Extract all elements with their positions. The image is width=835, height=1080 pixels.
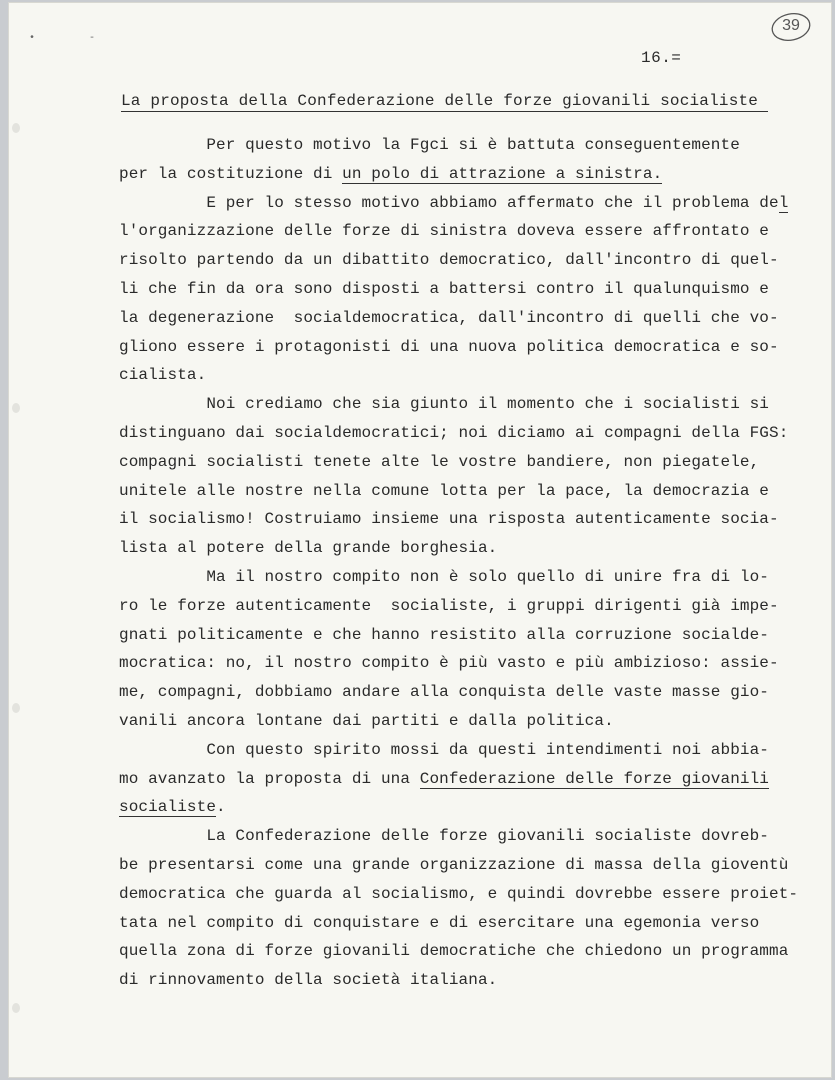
text-line: [119, 793, 809, 822]
line-text: democratica che guarda al socialismo, e quindi dovrebbe essere proiet-: [119, 884, 799, 903]
page-number: 16.=: [641, 49, 682, 67]
line-text: La Confederazione delle forze giovanili socialiste dovreb-: [119, 827, 770, 846]
line-text: E per lo stesso motivo abbiamo affermato che il problema de: [119, 193, 779, 212]
text-line: [119, 621, 809, 650]
text-line: [119, 966, 809, 995]
underlined-text: Confederazione delle forze giovanili: [419, 769, 770, 788]
text-line: [119, 505, 809, 534]
line-text: di rinnovamento della società italiana.: [119, 971, 498, 990]
line-text: ro le forze autenticamente socialiste, i gruppi dirigenti già impe-: [119, 596, 779, 615]
text-line: [119, 937, 809, 966]
text-line: [119, 419, 809, 448]
line-text: tata nel compito di conquistare e di esercitare una egemonia verso: [119, 913, 760, 932]
underlined-text: un polo di attrazione a sinistra.: [342, 164, 663, 183]
hole-mark: [12, 703, 20, 713]
handwritten-folio: [769, 11, 813, 43]
text-line: [119, 448, 809, 477]
line-text: il socialismo! Costruiamo insieme una risposta autenticamente socia-: [119, 510, 779, 529]
line-text: compagni socialisti tenete alte le vostre bandiere, non piegatele,: [119, 452, 760, 471]
underlined-text: l: [778, 193, 789, 212]
text-line: [119, 246, 809, 275]
typed-page: [8, 2, 832, 1078]
text-line: [119, 765, 809, 794]
text-line: [119, 189, 809, 218]
line-text: distinguano dai socialdemocratici; noi diciamo ai compagni della FGS:: [119, 423, 789, 442]
text-line: [119, 131, 809, 160]
line-text: Noi crediamo che sia giunto il momento che i socialisti si: [119, 395, 770, 414]
text-line: [119, 851, 809, 880]
line-text: be presentarsi come una grande organizzazione di massa della gioventù: [119, 855, 789, 874]
line-text: gnati politicamente e che hanno resistito alla corruzione socialde-: [119, 625, 770, 644]
line-text: la degenerazione socialdemocratica, dall'incontro di quelli che vo-: [119, 308, 779, 327]
hole-mark: [12, 403, 20, 413]
text-line: [119, 707, 809, 736]
line-text: gliono essere i protagonisti di una nuova politica democratica e so-: [119, 337, 779, 356]
line-text: mocratica: no, il nostro compito è più vasto e più ambizioso: assie-: [119, 654, 779, 673]
line-text: lista al potere della grande borghesia.: [119, 539, 498, 558]
line-text: per la costituzione di: [119, 164, 343, 183]
text-line: [119, 304, 809, 333]
text-line: [119, 534, 809, 563]
text-line: [119, 649, 809, 678]
folio-number: 39: [782, 17, 800, 34]
text-line: [119, 563, 809, 592]
line-text: .: [216, 798, 226, 817]
text-line: [119, 909, 809, 938]
line-text: mo avanzato la proposta di una: [119, 769, 420, 788]
hole-mark: [12, 1003, 20, 1013]
text-line: [119, 736, 809, 765]
text-line: [119, 880, 809, 909]
margin-dots: • -: [29, 33, 96, 44]
text-line: [119, 160, 809, 189]
line-text: risolto partendo da un dibattito democratico, dall'incontro di quel-: [119, 251, 779, 270]
line-text: vanili ancora lontane dai partiti e dalla politica.: [119, 711, 614, 730]
line-text: Ma il nostro compito non è solo quello di unire fra di lo-: [119, 567, 770, 586]
line-text: quella zona di forze giovanili democratiche che chiedono un programma: [119, 942, 789, 961]
body-text: [119, 131, 809, 995]
line-text: unitele alle nostre nella comune lotta per la pace, la democrazia e: [119, 481, 770, 500]
text-line: [119, 390, 809, 419]
text-line: [119, 275, 809, 304]
text-line: [119, 477, 809, 506]
line-text: me, compagni, dobbiamo andare alla conquista delle vaste masse gio-: [119, 683, 770, 702]
text-line: [119, 333, 809, 362]
text-line: [119, 592, 809, 621]
hole-mark: [12, 123, 20, 133]
underlined-text: socialiste: [119, 798, 217, 817]
text-line: [119, 217, 809, 246]
text-line: [119, 361, 809, 390]
line-text: Con questo spirito mossi da questi intendimenti noi abbia-: [119, 740, 770, 759]
text-line: [119, 678, 809, 707]
section-title: La proposta della Confederazione delle forze giovanili socialiste: [121, 92, 768, 112]
text-line: [119, 822, 809, 851]
punched-holes: [9, 3, 27, 1077]
line-text: li che fin da ora sono disposti a battersi contro il qualunquismo e: [119, 279, 770, 298]
line-text: Per questo motivo la Fgci si è battuta conseguentemente: [119, 136, 740, 154]
line-text: cialista.: [119, 366, 207, 385]
line-text: l'organizzazione delle forze di sinistra doveva essere affrontato e: [119, 222, 770, 241]
